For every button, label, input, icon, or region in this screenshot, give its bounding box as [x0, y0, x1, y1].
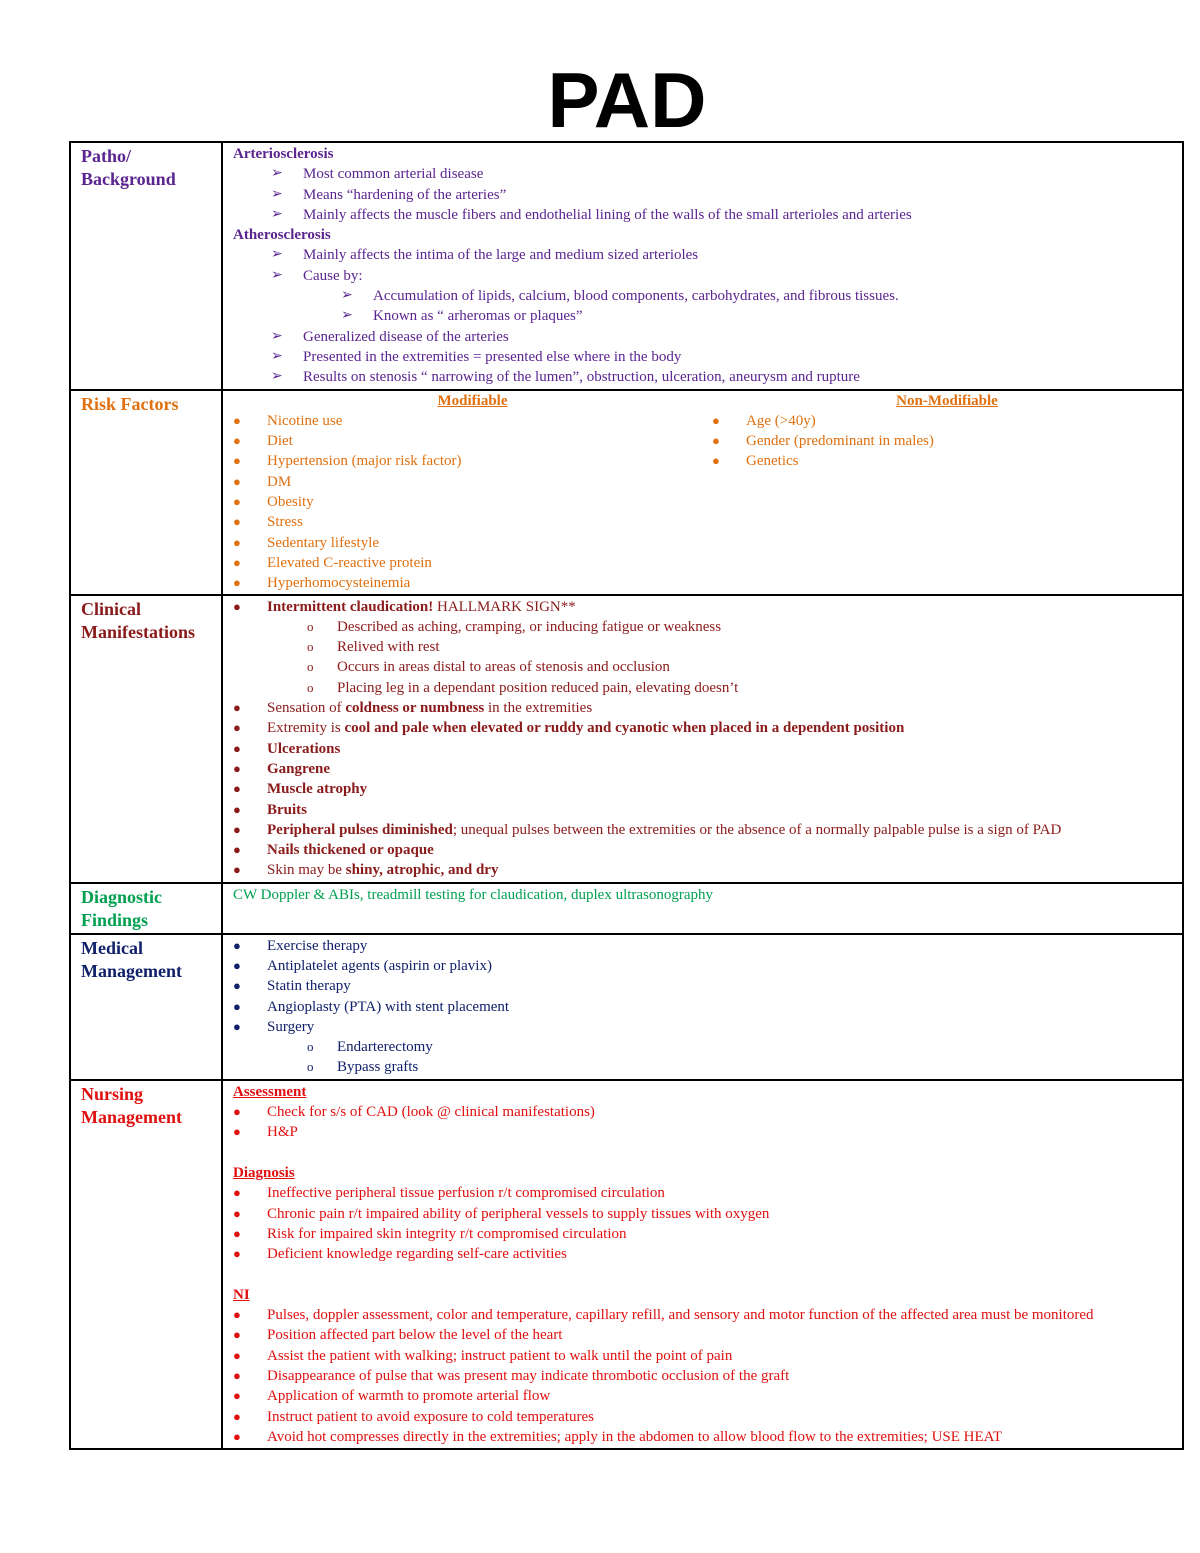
content-clinical	[222, 595, 1183, 883]
arrow-bullet-icon: ➢	[271, 369, 283, 385]
diagnosis-heading: Diagnosis	[233, 1164, 295, 1181]
list-item: ● Surgery	[233, 1017, 1176, 1037]
label-risk-factors: Risk Factors	[70, 390, 222, 595]
arrow-bullet-icon: ➢	[271, 348, 283, 364]
bullet-icon: ●	[233, 453, 241, 469]
list-item: ● Age (>40y)	[712, 411, 1182, 431]
circle-bullet-icon: o	[307, 659, 314, 675]
bullet-icon: ●	[233, 842, 241, 858]
list-item: o Endarterectomy	[233, 1037, 1176, 1057]
bullet-icon: ●	[233, 494, 241, 510]
bullet-icon: ●	[233, 1388, 241, 1404]
list-item: ● Obesity	[233, 492, 712, 512]
bullet-icon: ●	[233, 801, 241, 817]
list-item: o Bypass grafts	[233, 1057, 1176, 1077]
bullet-icon: ●	[233, 1185, 241, 1201]
modifiable-heading: Modifiable	[437, 392, 508, 409]
bullet-icon: ●	[233, 1307, 241, 1323]
list-item: ● Risk for impaired skin integrity r/t compromised circulation	[233, 1224, 1176, 1244]
bullet-icon: ●	[233, 412, 241, 428]
label-medical: Medical Management	[70, 934, 222, 1080]
list-item: o Placing leg in a dependant position reduced pain, elevating doesn’t	[233, 678, 1176, 698]
arrow-bullet-icon: ➢	[341, 308, 353, 324]
row-medical	[70, 934, 1183, 1080]
arrow-bullet-icon: ➢	[271, 206, 283, 222]
bullet-icon: ●	[233, 1124, 241, 1140]
list-item: ● Hyperhomocysteinemia	[233, 573, 712, 593]
spacer	[233, 1264, 1176, 1284]
bullet-icon: ●	[233, 1018, 241, 1034]
bullet-icon: ●	[233, 720, 241, 736]
bullet-icon: ●	[233, 978, 241, 994]
list-item: ● Sedentary lifestyle	[233, 533, 712, 553]
circle-bullet-icon: o	[307, 639, 314, 655]
list-item: ➢ Results on stenosis “ narrowing of the lumen”, obstruction, ulceration, aneurysm and rupture	[233, 367, 1176, 387]
bullet-icon: ●	[233, 1104, 241, 1120]
arrow-bullet-icon: ➢	[341, 288, 353, 304]
list-item: ● Muscle atrophy	[233, 779, 1176, 799]
arrow-bullet-icon: ➢	[271, 166, 283, 182]
ni-heading: NI	[233, 1286, 250, 1303]
bullet-icon: ●	[233, 957, 241, 973]
bullet-icon: ●	[233, 1408, 241, 1424]
list-item: ● Antiplatelet agents (aspirin or plavix)	[233, 956, 1176, 976]
list-item: ➢ Known as “ arheromas or plaques”	[233, 306, 1176, 326]
list-item: ● Chronic pain r/t impaired ability of peripheral vessels to supply tissues with oxygen	[233, 1204, 1176, 1224]
list-item: ● Elevated C-reactive protein	[233, 553, 712, 573]
bullet-icon: ●	[233, 1428, 241, 1444]
list-item: ● Assist the patient with walking; instruct patient to walk until the point of pain	[233, 1346, 1176, 1366]
list-item: ● Instruct patient to avoid exposure to cold temperatures	[233, 1407, 1176, 1427]
list-item: o Described as aching, cramping, or inducing fatigue or weakness	[233, 617, 1176, 637]
modifiable-column	[223, 391, 712, 594]
bullet-icon: ●	[712, 433, 720, 449]
bullet-icon: ●	[712, 412, 720, 428]
list-item: o Relived with rest	[233, 637, 1176, 657]
list-item: ● Statin therapy	[233, 976, 1176, 996]
list-item: ● Diet	[233, 431, 712, 451]
list-item: ● Angioplasty (PTA) with stent placement	[233, 997, 1176, 1017]
arrow-bullet-icon: ➢	[271, 328, 283, 344]
bullet-icon: ●	[233, 514, 241, 530]
atherosclerosis-heading: Atherosclerosis	[233, 227, 331, 244]
circle-bullet-icon: o	[307, 618, 314, 634]
list-item: ● Pulses, doppler assessment, color and temperature, capillary refill, and sensory and motor function of the affected area must be monitored	[233, 1305, 1176, 1325]
row-patho	[70, 142, 1183, 390]
content-nursing	[222, 1080, 1183, 1449]
list-item: ● Disappearance of pulse that was present may indicate thrombotic occlusion of the graft	[233, 1366, 1176, 1386]
label-diagnostic: Diagnostic Findings	[70, 883, 222, 934]
bullet-icon: ●	[233, 473, 241, 489]
list-item: ● Ulcerations	[233, 739, 1176, 759]
bullet-icon: ●	[233, 760, 241, 776]
list-item: ● Sensation of coldness or numbness in the extremities	[233, 698, 1176, 718]
bullet-icon: ●	[233, 554, 241, 570]
bullet-icon: ●	[233, 937, 241, 953]
list-item: ● DM	[233, 472, 712, 492]
non-modifiable-column	[712, 391, 1182, 594]
content-patho	[222, 142, 1183, 390]
diagnostic-text: CW Doppler & ABIs, treadmill testing for claudication, duplex ultrasonography	[233, 886, 714, 903]
list-item: ● Position affected part below the level of the heart	[233, 1325, 1176, 1345]
label-patho: Patho/ Background	[70, 142, 222, 390]
list-item: ● Extremity is cool and pale when elevated or ruddy and cyanotic when placed in a dependent position	[233, 718, 1176, 738]
list-item: ● Intermittent claudication! HALLMARK SIGN**	[233, 597, 1176, 617]
bullet-icon: ●	[233, 1246, 241, 1262]
list-item: ● Peripheral pulses diminished; unequal pulses between the extremities or the absence of a normally palpable pulse is a sign of PAD	[233, 820, 1176, 840]
label-nursing: Nursing Management	[70, 1080, 222, 1449]
bullet-icon: ●	[233, 781, 241, 797]
label-clinical: Clinical Manifestations	[70, 595, 222, 883]
bullet-icon: ●	[233, 575, 241, 591]
document-title: PAD	[547, 56, 707, 144]
arrow-bullet-icon: ➢	[271, 267, 283, 283]
arrow-bullet-icon: ➢	[271, 247, 283, 263]
list-item: ➢ Cause by:	[233, 266, 1176, 286]
row-nursing	[70, 1080, 1183, 1449]
circle-bullet-icon: o	[307, 679, 314, 695]
bullet-icon: ●	[233, 700, 241, 716]
list-item: ● Deficient knowledge regarding self-care activities	[233, 1244, 1176, 1264]
list-item: ● Exercise therapy	[233, 936, 1176, 956]
row-diagnostic	[70, 883, 1183, 934]
content-diagnostic	[222, 883, 1183, 934]
list-item: ● Avoid hot compresses directly in the extremities; apply in the abdomen to allow blood flow to the extremities; USE HEAT	[233, 1427, 1176, 1447]
bullet-icon: ●	[233, 598, 241, 614]
list-item: ➢ Generalized disease of the arteries	[233, 327, 1176, 347]
bullet-icon: ●	[233, 534, 241, 550]
row-risk-factors	[70, 390, 1183, 595]
content-medical	[222, 934, 1183, 1080]
bullet-icon: ●	[233, 1347, 241, 1363]
pad-table	[69, 141, 1184, 1450]
list-item: o Occurs in areas distal to areas of stenosis and occlusion	[233, 657, 1176, 677]
arrow-bullet-icon: ➢	[271, 186, 283, 202]
list-item: ● H&P	[233, 1122, 1176, 1142]
list-item: ● Nicotine use	[233, 411, 712, 431]
bullet-icon: ●	[233, 862, 241, 878]
bullet-icon: ●	[233, 1205, 241, 1221]
list-item: ● Gender (predominant in males)	[712, 431, 1182, 451]
list-item: ➢ Accumulation of lipids, calcium, blood components, carbohydrates, and fibrous tissues.	[233, 286, 1176, 306]
list-item: ● Application of warmth to promote arterial flow	[233, 1386, 1176, 1406]
list-item: ● Ineffective peripheral tissue perfusion r/t compromised circulation	[233, 1183, 1176, 1203]
row-clinical	[70, 595, 1183, 883]
circle-bullet-icon: o	[307, 1059, 314, 1075]
bullet-icon: ●	[233, 740, 241, 756]
bullet-icon: ●	[712, 453, 720, 469]
bullet-icon: ●	[233, 1367, 241, 1383]
list-item: ➢ Mainly affects the muscle fibers and endothelial lining of the walls of the small arterioles and arteries	[233, 205, 1176, 225]
spacer	[233, 1143, 1176, 1163]
bullet-icon: ●	[233, 1225, 241, 1241]
list-item: ● Genetics	[712, 451, 1182, 471]
bullet-icon: ●	[233, 998, 241, 1014]
list-item: ➢ Most common arterial disease	[233, 164, 1176, 184]
list-item: ➢ Means “hardening of the arteries”	[233, 185, 1176, 205]
list-item: ➢ Mainly affects the intima of the large and medium sized arterioles	[233, 245, 1176, 265]
list-item: ● Bruits	[233, 800, 1176, 820]
list-item: ● Gangrene	[233, 759, 1176, 779]
bullet-icon: ●	[233, 821, 241, 837]
arteriosclerosis-heading: Arteriosclerosis	[233, 146, 334, 162]
bullet-icon: ●	[233, 1327, 241, 1343]
list-item: ● Skin may be shiny, atrophic, and dry	[233, 860, 1176, 880]
list-item: ➢ Presented in the extremities = presented else where in the body	[233, 347, 1176, 367]
list-item: ● Nails thickened or opaque	[233, 840, 1176, 860]
assessment-heading: Assessment	[233, 1083, 307, 1100]
bullet-icon: ●	[233, 433, 241, 449]
circle-bullet-icon: o	[307, 1039, 314, 1055]
list-item: ● Check for s/s of CAD (look @ clinical manifestations)	[233, 1102, 1176, 1122]
list-item: ● Stress	[233, 512, 712, 532]
list-item: ● Hypertension (major risk factor)	[233, 451, 712, 471]
content-risk-factors	[222, 390, 1183, 595]
risk-factors-table	[223, 391, 1182, 594]
non-modifiable-heading: Non-Modifiable	[896, 392, 998, 409]
